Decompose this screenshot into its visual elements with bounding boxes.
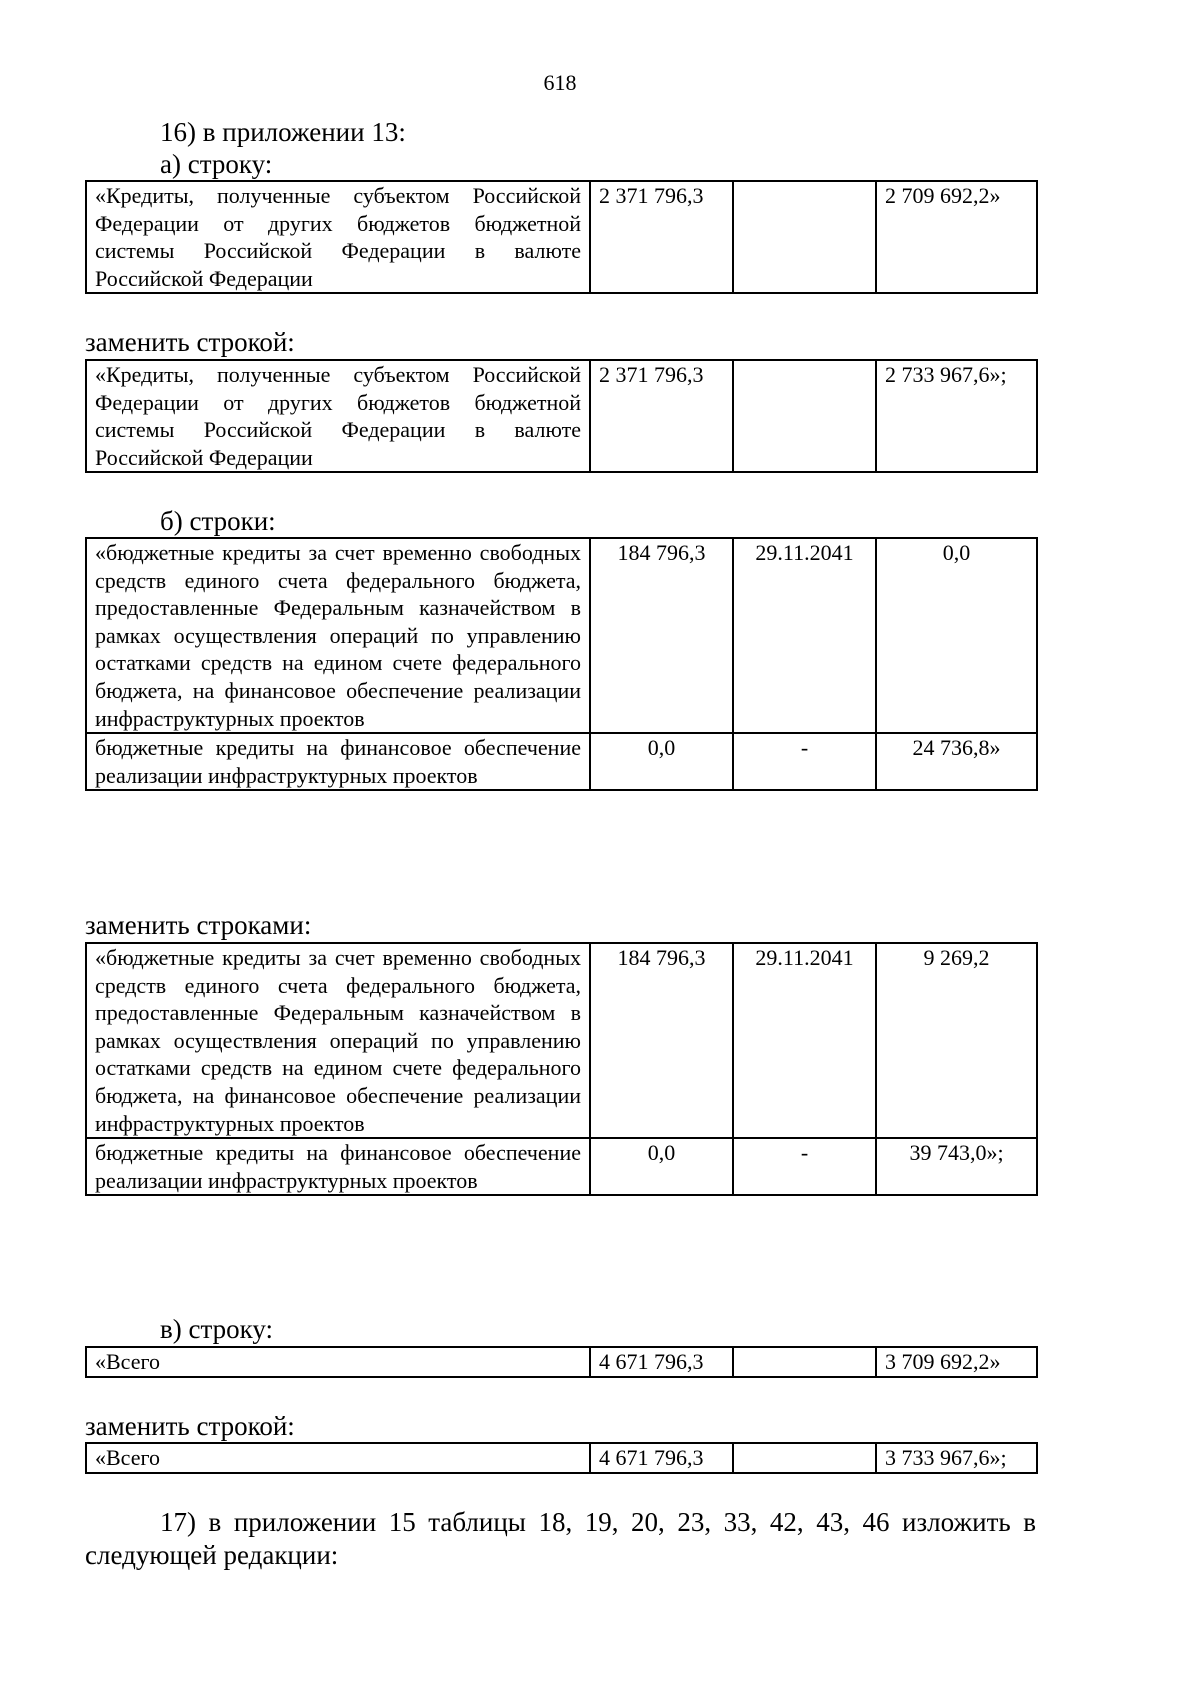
row-label: «Кредиты, полученные субъектом Российской Федерации от других бюджетов бюджетной системы Российской Федерации в валюте Российской Федерации — [86, 360, 590, 472]
replace-with-rows-label: заменить строками: — [85, 910, 312, 940]
row-label: бюджетные кредиты на финансовое обеспечение реализации инфраструктурных проектов — [86, 1138, 590, 1195]
table-row — [86, 538, 1037, 733]
value-3: 0,0 — [876, 538, 1037, 733]
table-row — [86, 733, 1037, 790]
value-2 — [733, 1347, 876, 1377]
page-number: 618 — [543, 70, 577, 95]
table-row — [86, 1138, 1037, 1195]
row-label: «Кредиты, полученные субъектом Российской Федерации от других бюджетов бюджетной системы Российской Федерации в валюте Российской Федерации — [86, 181, 590, 293]
value-1: 0,0 — [590, 733, 733, 790]
value-1: 2 371 796,3 — [590, 181, 733, 293]
value-1: 184 796,3 — [590, 943, 733, 1138]
row-label: «Всего — [86, 1443, 590, 1473]
table-c-new — [85, 1442, 1038, 1474]
value-2 — [733, 1443, 876, 1473]
table-row — [86, 181, 1037, 293]
row-label: бюджетные кредиты на финансовое обеспечение реализации инфраструктурных проектов — [86, 733, 590, 790]
table-a-old — [85, 180, 1038, 294]
value-1: 4 671 796,3 — [590, 1443, 733, 1473]
value-1: 4 671 796,3 — [590, 1347, 733, 1377]
value-3: 3 709 692,2» — [876, 1347, 1037, 1377]
value-1: 0,0 — [590, 1138, 733, 1195]
table-a-new — [85, 359, 1038, 473]
value-2: 29.11.2041 — [733, 943, 876, 1138]
value-2 — [733, 181, 876, 293]
value-2: 29.11.2041 — [733, 538, 876, 733]
table-row — [86, 943, 1037, 1138]
subitem-c-label: в) строку: — [160, 1314, 273, 1344]
row-label: «Всего — [86, 1347, 590, 1377]
table-b-new — [85, 942, 1038, 1196]
table-b-old — [85, 537, 1038, 791]
item-17-line-2: следующей редакции: — [85, 1540, 339, 1570]
value-1: 184 796,3 — [590, 538, 733, 733]
value-3: 3 733 967,6»; — [876, 1443, 1037, 1473]
subitem-a-label: а) строку: — [160, 149, 273, 179]
replace-with-row-label-2: заменить строкой: — [85, 1411, 295, 1441]
value-2: - — [733, 733, 876, 790]
value-3: 9 269,2 — [876, 943, 1037, 1138]
row-label: «бюджетные кредиты за счет временно свободных средств единого счета федерального бюджета, предоставленные Федеральным казначейством в рамках осуществления операций по управлению остатками средств на едином счете федерального бюджета, на финансовое обеспечение реализации инфраструктурных проектов — [86, 943, 590, 1138]
item-17-line-1: 17) в приложении 15 таблицы 18, 19, 20, 23, 33, 42, 43, 46 изложить в — [160, 1507, 1036, 1537]
value-3: 24 736,8» — [876, 733, 1037, 790]
table-row — [86, 1443, 1037, 1473]
value-3: 39 743,0»; — [876, 1138, 1037, 1195]
value-3: 2 733 967,6»; — [876, 360, 1037, 472]
table-c-old — [85, 1346, 1038, 1378]
item-16-heading: 16) в приложении 13: — [160, 117, 406, 147]
row-label: «бюджетные кредиты за счет временно свободных средств единого счета федерального бюджета, предоставленные Федеральным казначейством в рамках осуществления операций по управлению остатками средств на едином счете федерального бюджета, на финансовое обеспечение реализации инфраструктурных проектов — [86, 538, 590, 733]
item-17-paragraph — [85, 1506, 1036, 1572]
table-row — [86, 1347, 1037, 1377]
subitem-b-label: б) строки: — [160, 506, 276, 536]
value-3: 2 709 692,2» — [876, 181, 1037, 293]
table-row — [86, 360, 1037, 472]
replace-with-row-label: заменить строкой: — [85, 327, 295, 357]
value-1: 2 371 796,3 — [590, 360, 733, 472]
value-2: - — [733, 1138, 876, 1195]
value-2 — [733, 360, 876, 472]
